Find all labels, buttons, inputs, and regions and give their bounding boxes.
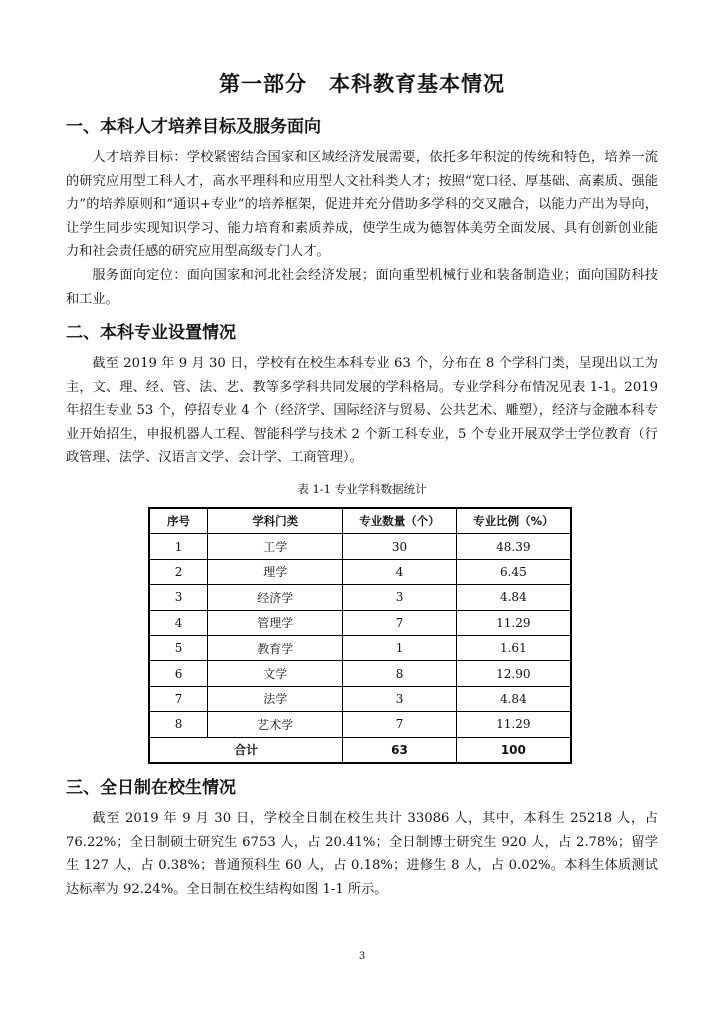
table-total-row (149, 737, 571, 763)
row-discipline: 文学 (208, 661, 343, 686)
row-discipline: 教育学 (208, 635, 343, 660)
row-ratio: 11.29 (456, 610, 571, 635)
table-row (149, 661, 571, 686)
section1-paragraph-goal: 人才培养目标：学校紧密结合国家和区域经济发展需要，依托多年积淀的传统和特色，培养一流的研究应用型工科人才，高水平理科和应用型人文社科类人才；按照“宽口径、厚基础、高素质、强能力”的培养原则和“通识+专业”的培养框架，促进并充分借助多学科的交叉融合，以能力产出为导向，让学生同步实现知识学习、能力培育和素质养成，使学生成为德智体美劳全面发展、具有创新创业能力和社会责任感的研究应用型高级专门人才。 (66, 150, 658, 259)
row-count: 8 (343, 661, 456, 686)
row-ratio: 11.29 (456, 712, 571, 737)
row-index: 1 (149, 534, 208, 559)
row-ratio: 4.84 (456, 686, 571, 711)
row-index: 7 (149, 686, 208, 711)
section1-paragraph-service: 服务面向定位：面向国家和河北社会经济发展；面向重型机械行业和装备制造业；面向国防科技和工业。 (66, 268, 658, 307)
section1-heading: 一、本科人才培养目标及服务面向 (66, 117, 321, 137)
section2-paragraph: 截至 2019 年 9 月 30 日，学校有在校生本科专业 63 个，分布在 8 个学科门类，呈现出以工为主，文、理、经、管、法、艺、教等多学科共同发展的学科格局。专业学科分布情况见表 1-1。2019 年招生专业 53 个，停招专业 4 个（经济学、国际经济与贸易、公共艺术、雕塑），经济与金融本科专业开始招生，申报机器人工程、智能科学与技术 2 个新工科专业，5 个专业开展双学士学位教育（行政管理、法学、汉语言文学、会计学、工商管理）。 (66, 356, 658, 465)
row-index: 8 (149, 712, 208, 737)
discipline-table (148, 507, 572, 764)
table-header-row (149, 508, 571, 534)
table-row (149, 534, 571, 559)
row-discipline: 艺术学 (208, 712, 343, 737)
row-count: 7 (343, 610, 456, 635)
row-ratio: 48.39 (456, 534, 571, 559)
row-discipline: 管理学 (208, 610, 343, 635)
row-discipline: 法学 (208, 686, 343, 711)
row-count: 1 (343, 635, 456, 660)
row-discipline: 工学 (208, 534, 343, 559)
row-index: 5 (149, 635, 208, 660)
section3-paragraph: 截至 2019 年 9 月 30 日，学校全日制在校生共计 33086 人，其中，本科生 25218 人，占 76.22%；全日制硕士研究生 6753 人，占 20.41%；全日制博士研究生 920 人，占 2.78%；留学生 127 人，占 0.38%；普通预科生 60 人，占 0.18%；进修生 8 人，占 0.02%。本科生体质测试达标率为 92.24%。全日制在校生结构如图 1-1 所示。 (66, 811, 658, 897)
row-index: 3 (149, 585, 208, 610)
table-row (149, 585, 571, 610)
row-count: 3 (343, 686, 456, 711)
page-number: 3 (358, 951, 366, 962)
row-count: 4 (343, 559, 456, 584)
header-index: 序号 (149, 508, 208, 534)
header-discipline: 学科门类 (208, 508, 343, 534)
section3-heading: 三、全日制在校生情况 (66, 778, 236, 798)
row-count: 3 (343, 585, 456, 610)
table-row (149, 559, 571, 584)
row-ratio: 6.45 (456, 559, 571, 584)
total-ratio: 100 (456, 737, 571, 763)
row-index: 4 (149, 610, 208, 635)
row-ratio: 4.84 (456, 585, 571, 610)
total-label: 合计 (149, 737, 343, 763)
page-title: 第一部分 本科教育基本情况 (219, 72, 505, 96)
row-index: 6 (149, 661, 208, 686)
row-discipline: 理学 (208, 559, 343, 584)
row-count: 30 (343, 534, 456, 559)
table-row (149, 686, 571, 711)
table-caption: 表 1-1 专业学科数据统计 (297, 482, 427, 496)
header-ratio: 专业比例（%） (456, 508, 571, 534)
table-row (149, 610, 571, 635)
row-index: 2 (149, 559, 208, 584)
row-ratio: 12.90 (456, 661, 571, 686)
row-ratio: 1.61 (456, 635, 571, 660)
section2-heading: 二、本科专业设置情况 (66, 323, 236, 343)
total-count: 63 (343, 737, 456, 763)
header-count: 专业数量（个） (343, 508, 456, 534)
table-row (149, 635, 571, 660)
row-count: 7 (343, 712, 456, 737)
row-discipline: 经济学 (208, 585, 343, 610)
table-row (149, 712, 571, 737)
